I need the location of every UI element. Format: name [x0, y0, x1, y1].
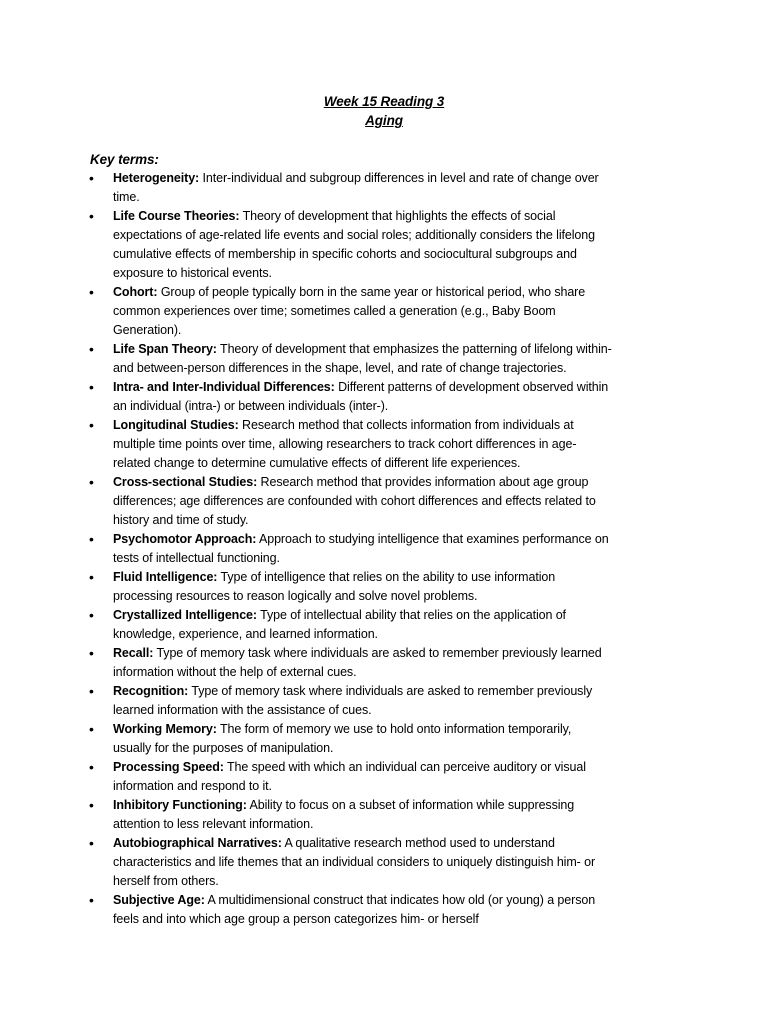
term-definition: Group of people typically born in the same year or historical period, who share	[160, 285, 586, 299]
key-term-item	[113, 682, 612, 720]
term-line: processing resources to reason logically and solve novel problems.	[113, 589, 478, 603]
key-term-item	[113, 796, 612, 834]
term-line: information and respond to it.	[113, 779, 272, 793]
term-name: Fluid Intelligence:	[113, 570, 218, 584]
term-definition: The speed with which an individual can perceive auditory or visual	[227, 760, 586, 774]
term-definition: Theory of development that emphasizes the patterning of lifelong within-	[220, 342, 612, 356]
term-line: history and time of study.	[113, 513, 249, 527]
term-name: Inhibitory Functioning:	[113, 798, 247, 812]
term-name: Heterogeneity:	[113, 171, 200, 185]
title-topic: Aging	[365, 113, 403, 128]
term-definition: Different patterns of development observed within	[338, 380, 609, 394]
term-name: Processing Speed:	[113, 760, 224, 774]
key-term-item	[113, 720, 612, 758]
term-line: time.	[113, 190, 140, 204]
term-line	[113, 473, 612, 492]
term-line: multiple time points over time, allowing researchers to track cohort differences in age-	[113, 437, 577, 451]
term-line	[113, 834, 612, 853]
key-term-item	[113, 891, 612, 929]
term-name: Intra- and Inter-Individual Differences:	[113, 380, 335, 394]
key-term-item	[113, 207, 612, 283]
term-line	[113, 378, 612, 397]
bullet-icon	[89, 283, 94, 302]
key-term-item	[113, 473, 612, 530]
term-line	[113, 796, 612, 815]
key-terms-heading: Key terms:	[90, 152, 159, 167]
term-line	[113, 530, 612, 549]
term-definition: Ability to focus on a subset of information while suppressing	[249, 798, 575, 812]
term-line: feels and into which age group a person categorizes him- or herself	[113, 912, 479, 926]
bullet-icon	[89, 207, 94, 226]
term-definition: Research method that provides information about age group	[260, 475, 589, 489]
term-name: Recall:	[113, 646, 154, 660]
term-line: herself from others.	[113, 874, 219, 888]
bullet-icon	[89, 644, 94, 663]
term-line	[113, 606, 612, 625]
term-line	[113, 340, 612, 359]
bullet-icon	[89, 720, 94, 739]
key-term-item	[113, 530, 612, 568]
bullet-icon	[89, 796, 94, 815]
key-term-item	[113, 283, 612, 340]
key-term-item	[113, 606, 612, 644]
term-name: Crystallized Intelligence:	[113, 608, 257, 622]
term-name: Subjective Age:	[113, 893, 205, 907]
term-definition: The form of memory we use to hold onto information temporarily,	[220, 722, 572, 736]
term-line: an individual (intra-) or between individuals (inter-).	[113, 399, 389, 413]
term-line	[113, 283, 612, 302]
term-line	[113, 207, 612, 226]
term-line	[113, 568, 612, 587]
term-definition: Inter-individual and subgroup differences in level and rate of change over	[202, 171, 599, 185]
term-line	[113, 758, 612, 777]
term-line: differences; age differences are confounded with cohort differences and effects related to	[113, 494, 596, 508]
term-definition: Theory of development that highlights the effects of social	[242, 209, 556, 223]
key-term-item	[113, 169, 612, 207]
bullet-icon	[89, 530, 94, 549]
term-line	[113, 891, 612, 910]
key-term-item	[113, 758, 612, 796]
term-line: attention to less relevant information.	[113, 817, 314, 831]
title-week-reading: Week 15 Reading 3	[323, 94, 445, 109]
term-line	[113, 682, 612, 701]
term-definition: Type of memory task where individuals are asked to remember previously learned	[156, 646, 602, 660]
term-line: tests of intellectual functioning.	[113, 551, 280, 565]
term-definition: Type of memory task where individuals are asked to remember previously	[191, 684, 593, 698]
term-line	[113, 720, 612, 739]
bullet-icon	[89, 606, 94, 625]
term-line: expectations of age-related life events and social roles; additionally considers the lifelong	[113, 228, 595, 242]
key-term-item	[113, 416, 612, 473]
term-name: Cross-sectional Studies:	[113, 475, 258, 489]
bullet-icon	[89, 340, 94, 359]
term-line: usually for the purposes of manipulation.	[113, 741, 334, 755]
term-name: Psychomotor Approach:	[113, 532, 257, 546]
term-line: knowledge, experience, and learned information.	[113, 627, 378, 641]
term-name: Longitudinal Studies:	[113, 418, 239, 432]
bullet-icon	[89, 416, 94, 435]
bullet-icon	[89, 682, 94, 701]
bullet-icon	[89, 169, 94, 188]
term-line: information without the help of external cues.	[113, 665, 357, 679]
term-definition: A qualitative research method used to understand	[284, 836, 555, 850]
key-term-item	[113, 378, 612, 416]
term-line: learned information with the assistance of cues.	[113, 703, 372, 717]
bullet-icon	[89, 378, 94, 397]
term-line	[113, 169, 612, 188]
key-term-item	[113, 644, 612, 682]
term-name: Working Memory:	[113, 722, 217, 736]
term-definition: Approach to studying intelligence that examines performance on	[258, 532, 609, 546]
term-line: common experiences over time; sometimes called a generation (e.g., Baby Boom	[113, 304, 556, 318]
term-definition: Research method that collects information from individuals at	[242, 418, 574, 432]
key-terms-list	[113, 169, 612, 929]
bullet-icon	[89, 473, 94, 492]
bullet-icon	[89, 891, 94, 910]
term-name: Cohort:	[113, 285, 158, 299]
term-line: cumulative effects of membership in specific cohorts and sociocultural subgroups and	[113, 247, 577, 261]
bullet-icon	[89, 834, 94, 853]
term-line: exposure to historical events.	[113, 266, 272, 280]
term-line: and between-person differences in the shape, level, and rate of change trajectories.	[113, 361, 567, 375]
term-name: Life Span Theory:	[113, 342, 217, 356]
term-name: Autobiographical Narratives:	[113, 836, 282, 850]
document-title	[0, 92, 768, 130]
key-term-item	[113, 340, 612, 378]
bullet-icon	[89, 568, 94, 587]
term-line: characteristics and life themes that an individual considers to uniquely distinguish him- or	[113, 855, 596, 869]
term-definition: Type of intellectual ability that relies on the application of	[260, 608, 566, 622]
term-line: Generation).	[113, 323, 182, 337]
term-name: Life Course Theories:	[113, 209, 240, 223]
term-line	[113, 644, 612, 663]
key-term-item	[113, 568, 612, 606]
term-line: related change to determine cumulative effects of different life experiences.	[113, 456, 521, 470]
bullet-icon	[89, 758, 94, 777]
term-line	[113, 416, 612, 435]
term-definition: Type of intelligence that relies on the ability to use information	[220, 570, 556, 584]
term-name: Recognition:	[113, 684, 189, 698]
key-term-item	[113, 834, 612, 891]
term-definition: A multidimensional construct that indicates how old (or young) a person	[207, 893, 596, 907]
